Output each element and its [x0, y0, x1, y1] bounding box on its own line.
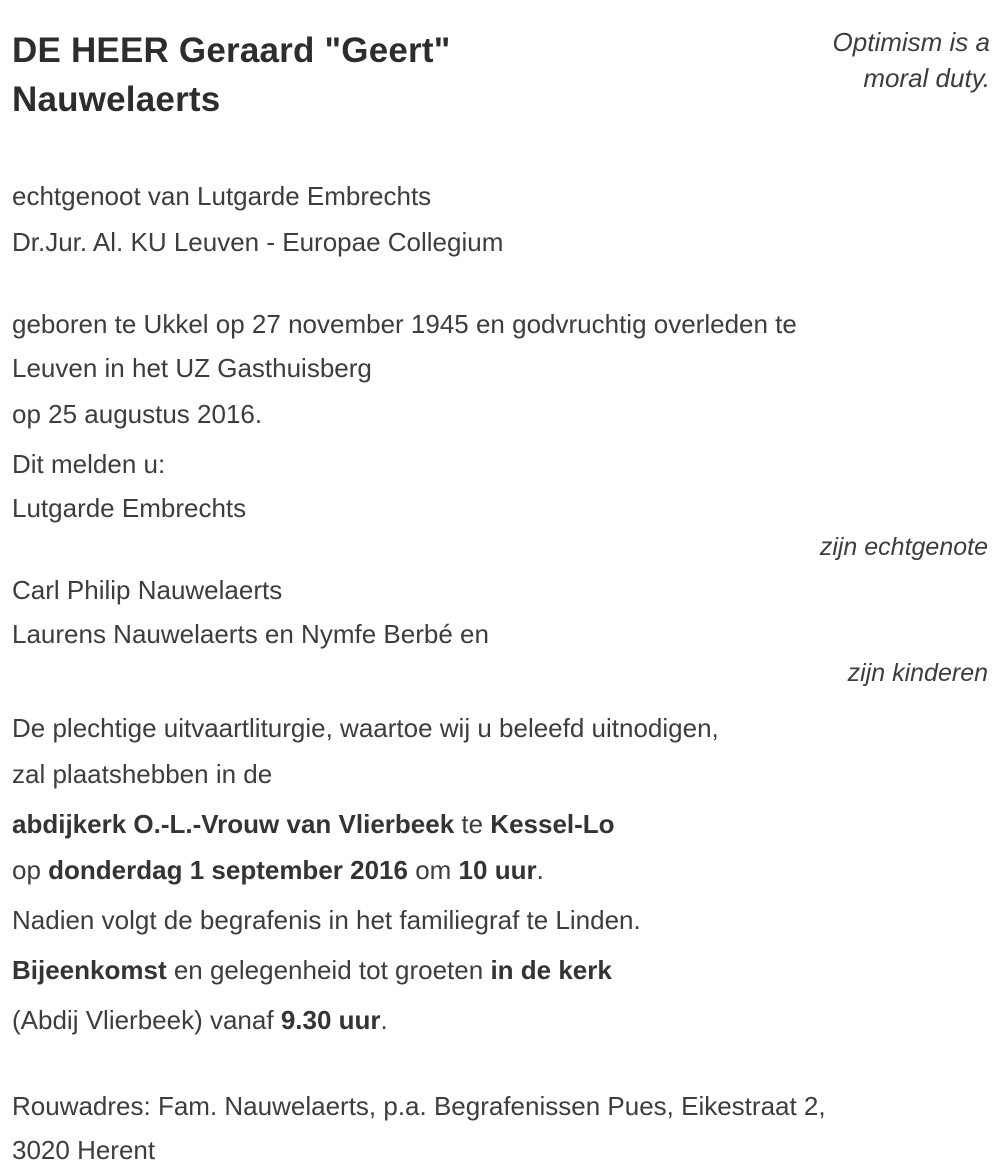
- ceremony-date-post: .: [536, 855, 544, 885]
- announce-line: Dit melden u:: [12, 449, 166, 479]
- children-relation: zijn kinderen: [847, 659, 988, 687]
- motto: [833, 24, 990, 96]
- gathering-time-line: [12, 998, 988, 1042]
- deceased-name-line2: Nauwelaerts: [12, 80, 221, 119]
- church-mid-text: te: [454, 809, 491, 839]
- ceremony-line2: zal plaatshebben in de: [12, 759, 273, 789]
- ceremony-date-mid: om: [407, 855, 459, 885]
- child-line2: Laurens Nauwelaerts en Nymfe Berbé en: [12, 619, 489, 649]
- death-date-line: op 25 augustus 2016.: [12, 399, 263, 429]
- ceremony-date-pre: op: [12, 855, 49, 885]
- church-line: [12, 802, 988, 846]
- ceremony-time: 10 uur: [458, 855, 537, 885]
- gathering-line: [12, 948, 988, 992]
- gathering-time-pre: (Abdij Vlierbeek) vanaf: [12, 1005, 281, 1035]
- wife-name: Lutgarde Embrechts: [12, 493, 247, 523]
- ceremony-line1: De plechtige uitvaartliturgie, waartoe wij u beleefd uitnodigen,: [12, 713, 719, 743]
- motto-line2: moral duty.: [863, 63, 990, 93]
- church-city: Kessel-Lo: [490, 809, 615, 839]
- birth-death-paragraph: [12, 302, 988, 390]
- birth-death-line2: Leuven in het UZ Gasthuisberg: [12, 353, 372, 383]
- child-line1: Carl Philip Nauwelaerts: [12, 575, 283, 605]
- deceased-name-line1: DE HEER Geraard "Geert": [12, 31, 451, 70]
- mourning-address-line1: Rouwadres: Fam. Nauwelaerts, p.a. Begrafenissen Pues, Eikestraat 2,: [12, 1091, 826, 1121]
- gathering-place: in de kerk: [490, 955, 612, 985]
- church-name: abdijkerk O.-L.-Vrouw van Vlierbeek: [12, 809, 455, 839]
- gathering-label: Bijeenkomst: [12, 955, 167, 985]
- gathering-mid-text: en gelegenheid tot groeten: [166, 955, 491, 985]
- birth-death-line1: geboren te Ukkel op 27 november 1945 en godvruchtig overleden te: [12, 309, 797, 339]
- ceremony-date-line: [12, 848, 988, 892]
- wife-relation: zijn echtgenote: [819, 533, 988, 561]
- burial-line: Nadien volgt de begrafenis in het familiegraf te Linden.: [12, 905, 641, 935]
- gathering-time-post: .: [380, 1005, 388, 1035]
- mourning-address: [12, 1084, 988, 1172]
- credentials-line: Dr.Jur. Al. KU Leuven - Europae Collegium: [12, 227, 504, 257]
- spouse-line: echtgenoot van Lutgarde Embrechts: [12, 181, 432, 211]
- mourning-address-line2: 3020 Herent: [12, 1135, 156, 1165]
- motto-line1: Optimism is a: [832, 27, 990, 57]
- ceremony-date: donderdag 1 september 2016: [48, 855, 408, 885]
- gathering-time: 9.30 uur: [280, 1005, 381, 1035]
